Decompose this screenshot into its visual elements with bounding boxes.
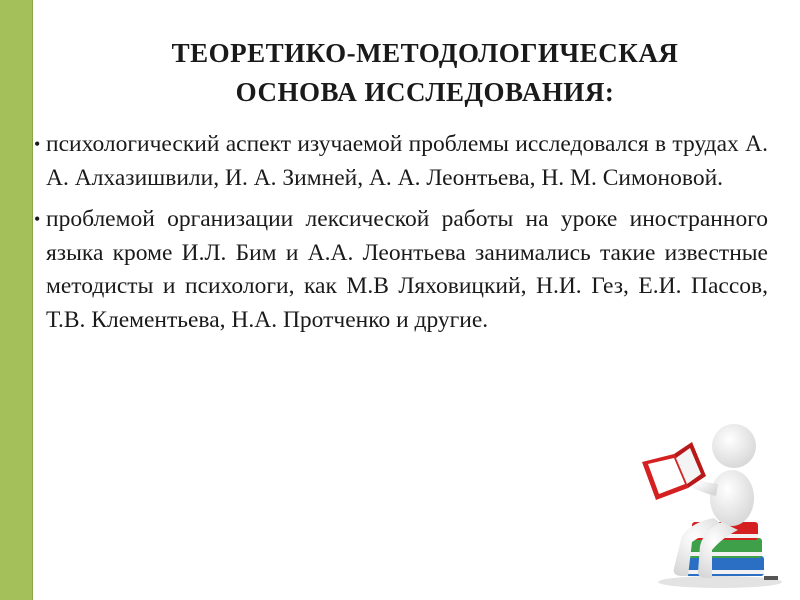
bullet-marker: • <box>34 209 41 229</box>
open-book <box>642 442 706 500</box>
bullet-text: проблемой организации лексической работы на уроке иностранного языка кроме И.Л. Бим и А.А. Леонтьева занимались такие известные методисты и психологи, как М.В Ляховицкий, Н.И. Гез, Е.И. Пассов, Т.В. Клементьева, Н.А. Протченко и другие. <box>46 206 768 333</box>
slide-title <box>60 34 790 112</box>
corner-mark <box>764 576 778 580</box>
side-accent-bar <box>0 0 33 600</box>
bullet-list <box>34 128 768 345</box>
title-line-2: ОСНОВА ИССЛЕДОВАНИЯ: <box>235 77 615 107</box>
bullet-marker: • <box>34 134 41 154</box>
bullet-item-1 <box>34 128 768 195</box>
bullet-text: психологический аспект изучаемой проблемы исследовался в трудах А. А. Алхазишвили, И. А. Зимней, А. А. Леонтьева, Н. М. Симоновой. <box>46 131 768 191</box>
person-reading-book-icon <box>622 418 790 590</box>
bullet-item-2 <box>34 203 768 337</box>
title-line-1: ТЕОРЕТИКО-МЕТОДОЛОГИЧЕСКАЯ <box>171 38 679 68</box>
